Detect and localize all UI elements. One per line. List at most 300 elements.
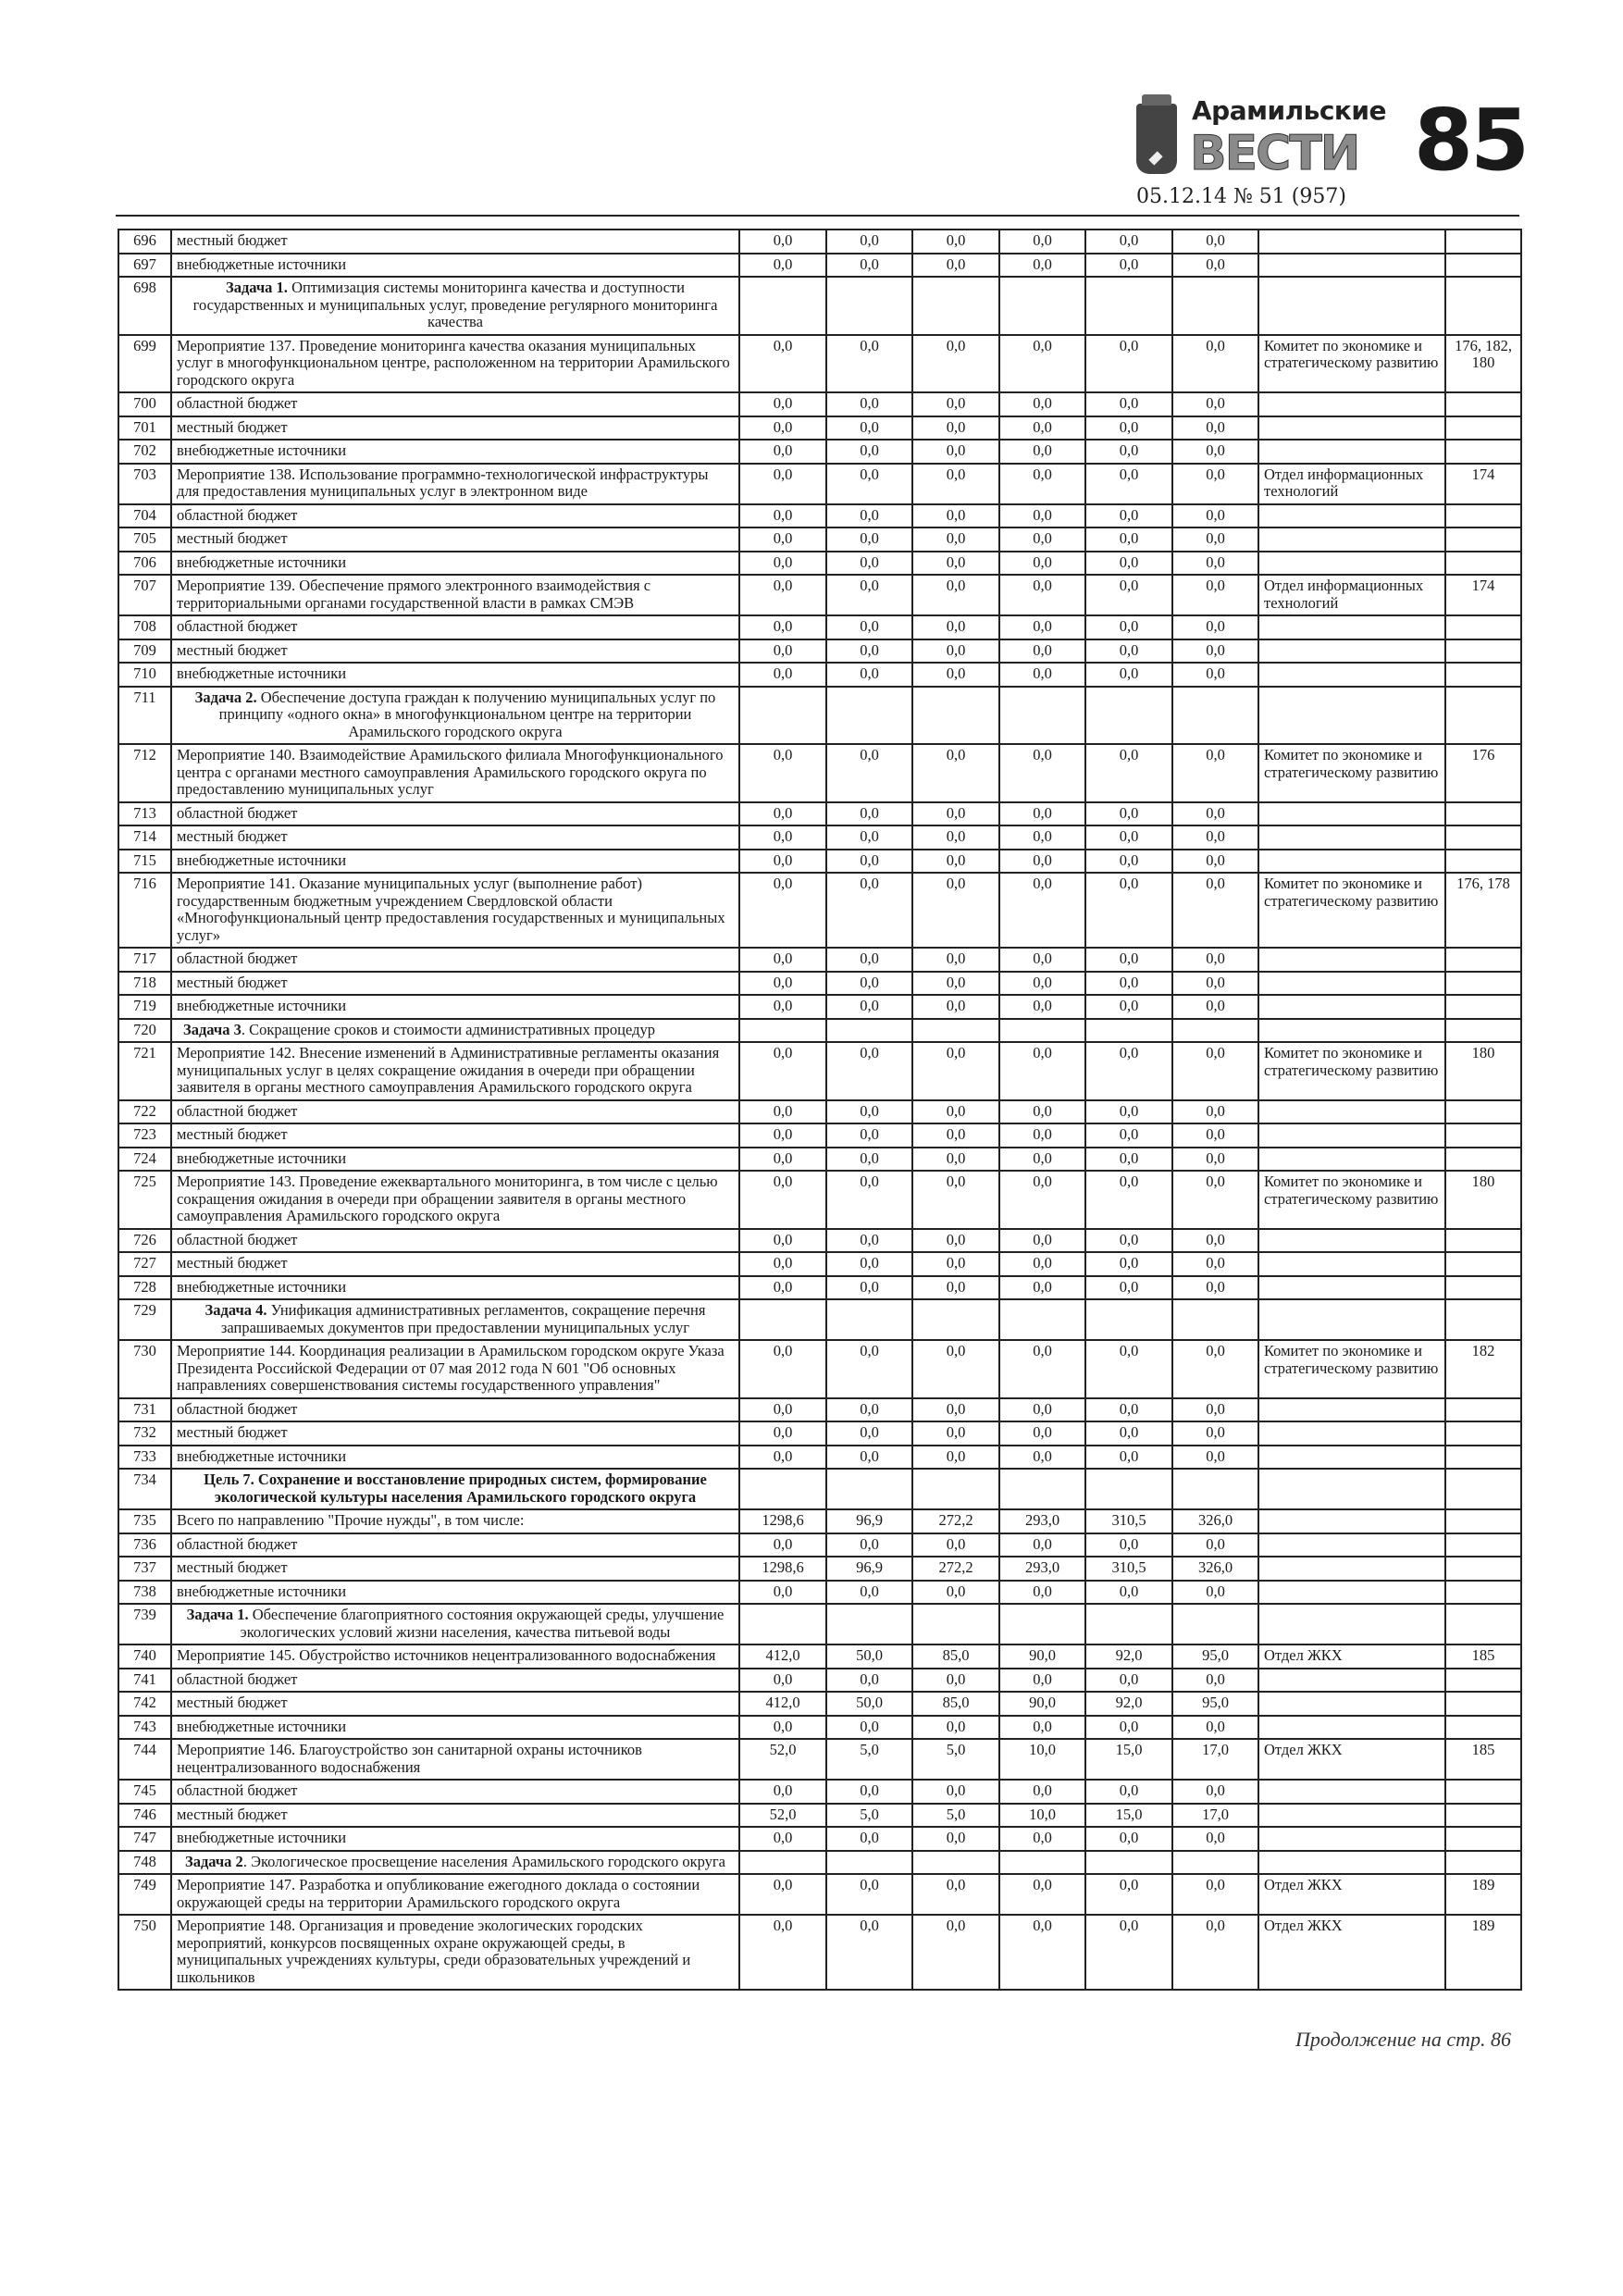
page-content [118,229,1520,2052]
reference-cell [1445,1669,1521,1693]
reference-cell [1445,1100,1521,1124]
value-cell: 0,0 [1172,1669,1258,1693]
value-cell: 0,0 [826,802,912,826]
task-heading [171,687,739,745]
reference-cell: 176, 182, 180 [1445,335,1521,393]
value-cell: 0,0 [1085,1252,1172,1276]
responsible-cell: Комитет по экономике и стратегическому развитию [1258,1171,1445,1229]
value-cell: 0,0 [1085,1398,1172,1422]
responsible-cell [1258,1692,1445,1716]
value-cell: 0,0 [1172,440,1258,464]
funding-source: местный бюджет [171,1557,739,1581]
responsible-cell: Комитет по экономике и стратегическому развитию [1258,744,1445,802]
value-cell: 0,0 [1085,850,1172,874]
value-cell: 0,0 [826,1780,912,1804]
value-cell: 0,0 [739,1148,826,1172]
value-cell: 0,0 [999,1123,1085,1148]
issue-info: 05.12.14 № 51 (957) [1136,185,1346,208]
responsible-cell [1258,1100,1445,1124]
row-number: 713 [118,802,171,826]
value-cell [1085,1851,1172,1875]
value-cell: 0,0 [1085,1042,1172,1100]
funding-source: областной бюджет [171,392,739,416]
reference-cell [1445,663,1521,687]
responsible-cell [1258,1716,1445,1740]
value-cell: 0,0 [912,873,999,948]
value-cell: 96,9 [826,1509,912,1533]
value-cell: 0,0 [1085,230,1172,254]
value-cell: 310,5 [1085,1557,1172,1581]
responsible-cell [1258,687,1445,745]
value-cell [912,687,999,745]
reference-cell [1445,995,1521,1019]
value-cell [1172,1469,1258,1509]
value-cell: 0,0 [1085,1171,1172,1229]
value-cell: 0,0 [1172,230,1258,254]
table-row [118,527,1521,552]
row-number: 710 [118,663,171,687]
responsible-cell [1258,1780,1445,1804]
reference-cell [1445,1827,1521,1851]
value-cell: 0,0 [1172,1780,1258,1804]
value-cell: 0,0 [912,1669,999,1693]
value-cell [826,1604,912,1644]
row-number: 732 [118,1421,171,1446]
reference-cell [1445,825,1521,850]
value-cell: 272,2 [912,1557,999,1581]
value-cell: 0,0 [739,972,826,996]
goal-heading: Цель 7. Сохранение и восстановление природных систем, формирование экологической культуры населения Арамильского городского округа [171,1469,739,1509]
value-cell: 0,0 [826,639,912,664]
value-cell: 0,0 [739,575,826,615]
responsible-cell [1258,1446,1445,1470]
value-cell: 0,0 [1172,972,1258,996]
value-cell: 0,0 [826,335,912,393]
reference-cell [1445,527,1521,552]
value-cell: 0,0 [912,575,999,615]
value-cell: 0,0 [739,1446,826,1470]
row-number: 698 [118,277,171,335]
responsible-cell: Комитет по экономике и стратегическому развитию [1258,873,1445,948]
task-label: Задача 1. [186,1606,249,1623]
value-cell: 0,0 [826,1533,912,1558]
row-number: 700 [118,392,171,416]
value-cell [1085,1019,1172,1043]
funding-source: областной бюджет [171,802,739,826]
responsible-cell [1258,995,1445,1019]
value-cell: 0,0 [739,1915,826,1990]
responsible-cell [1258,1509,1445,1533]
table-row [118,575,1521,615]
value-cell: 0,0 [1085,873,1172,948]
value-cell: 0,0 [912,440,999,464]
value-cell: 0,0 [739,230,826,254]
row-number: 743 [118,1716,171,1740]
value-cell [999,1469,1085,1509]
value-cell [739,1299,826,1340]
value-cell: 0,0 [912,464,999,504]
value-cell: 0,0 [999,744,1085,802]
value-cell: 0,0 [912,392,999,416]
table-row [118,552,1521,576]
value-cell: 0,0 [826,254,912,278]
value-cell: 0,0 [826,995,912,1019]
task-text: Обеспечение доступа граждан к получению муниципальных услуг по принципу «одного окна» в многофункциональном центре на территории Арамильского городского округа [218,688,716,740]
responsible-cell: Комитет по экономике и стратегическому развитию [1258,335,1445,393]
value-cell: 0,0 [999,1171,1085,1229]
value-cell: 0,0 [1172,1148,1258,1172]
value-cell: 0,0 [999,335,1085,393]
reference-cell [1445,948,1521,972]
value-cell [999,1019,1085,1043]
value-cell [999,1299,1085,1340]
value-cell: 0,0 [912,552,999,576]
value-cell: 0,0 [912,1446,999,1470]
value-cell: 0,0 [912,1581,999,1605]
row-number: 709 [118,639,171,664]
value-cell: 0,0 [739,639,826,664]
value-cell: 0,0 [912,504,999,528]
reference-cell [1445,1148,1521,1172]
value-cell: 0,0 [739,744,826,802]
table-row [118,1874,1521,1915]
row-number: 720 [118,1019,171,1043]
task-heading [171,1019,739,1043]
value-cell: 0,0 [826,873,912,948]
table-row [118,825,1521,850]
value-cell: 0,0 [1085,1100,1172,1124]
row-number: 733 [118,1446,171,1470]
value-cell: 0,0 [1172,1533,1258,1558]
funding-source: областной бюджет [171,1780,739,1804]
responsible-cell: Отдел ЖКХ [1258,1739,1445,1780]
responsible-cell [1258,1252,1445,1276]
value-cell: 272,2 [912,1509,999,1533]
newspaper-logo-line1: Арамильские [1192,95,1387,126]
value-cell: 0,0 [999,1398,1085,1422]
reference-cell [1445,1804,1521,1828]
value-cell: 15,0 [1085,1739,1172,1780]
value-cell: 0,0 [826,850,912,874]
row-number: 704 [118,504,171,528]
reference-cell [1445,615,1521,639]
row-number: 749 [118,1874,171,1915]
value-cell: 0,0 [1172,948,1258,972]
row-number: 738 [118,1581,171,1605]
value-cell: 95,0 [1172,1644,1258,1669]
value-cell: 5,0 [912,1804,999,1828]
row-number: 750 [118,1915,171,1990]
activity-description: Мероприятие 147. Разработка и опубликование ежегодного доклада о состоянии окружающей среды на территории Арамильского городского округа [171,1874,739,1915]
value-cell: 0,0 [912,639,999,664]
value-cell: 5,0 [826,1739,912,1780]
value-cell: 0,0 [1172,663,1258,687]
value-cell: 0,0 [999,850,1085,874]
value-cell: 0,0 [999,1229,1085,1253]
value-cell: 0,0 [912,527,999,552]
value-cell: 0,0 [826,1123,912,1148]
value-cell: 0,0 [739,615,826,639]
table-row [118,1533,1521,1558]
value-cell: 0,0 [999,416,1085,441]
row-number: 699 [118,335,171,393]
row-number: 741 [118,1669,171,1693]
responsible-cell: Комитет по экономике и стратегическому развитию [1258,1042,1445,1100]
value-cell: 1298,6 [739,1557,826,1581]
table-row [118,615,1521,639]
value-cell: 0,0 [1172,1581,1258,1605]
value-cell [999,277,1085,335]
table-row [118,1276,1521,1300]
reference-cell [1445,392,1521,416]
row-number: 714 [118,825,171,850]
table-row [118,335,1521,393]
table-row [118,254,1521,278]
row-number: 745 [118,1780,171,1804]
row-number: 747 [118,1827,171,1851]
activity-description: Мероприятие 143. Проведение ежеквартального мониторинга, в том числе с целью сокращения ожидания в очереди при обращении заявителя в органы местного самоуправления Арамильского городского округа [171,1171,739,1229]
funding-source: внебюджетные источники [171,1581,739,1605]
value-cell: 95,0 [1172,1692,1258,1716]
activity-description: Мероприятие 137. Проведение мониторинга качества оказания муниципальных услуг в многофункциональном центре, расположенном на территории Арамильского городского округа [171,335,739,393]
value-cell: 0,0 [739,1100,826,1124]
value-cell: 0,0 [739,948,826,972]
value-cell: 0,0 [1085,1123,1172,1148]
reference-cell: 174 [1445,464,1521,504]
value-cell [1172,1299,1258,1340]
value-cell [826,1469,912,1509]
value-cell: 0,0 [912,1716,999,1740]
value-cell: 0,0 [1085,1716,1172,1740]
value-cell: 0,0 [1085,464,1172,504]
value-cell [999,1604,1085,1644]
value-cell: 0,0 [826,1252,912,1276]
responsible-cell: Отдел ЖКХ [1258,1874,1445,1915]
value-cell: 0,0 [826,1421,912,1446]
value-cell: 0,0 [1085,972,1172,996]
funding-source: областной бюджет [171,1229,739,1253]
row-number: 729 [118,1299,171,1340]
value-cell: 0,0 [1172,254,1258,278]
responsible-cell [1258,504,1445,528]
value-cell: 15,0 [1085,1804,1172,1828]
value-cell: 0,0 [739,1252,826,1276]
value-cell: 0,0 [999,527,1085,552]
row-number: 736 [118,1533,171,1558]
funding-source: местный бюджет [171,1692,739,1716]
table-row [118,230,1521,254]
value-cell [1172,1851,1258,1875]
value-cell [739,1851,826,1875]
value-cell: 0,0 [999,825,1085,850]
value-cell: 0,0 [1172,639,1258,664]
responsible-cell [1258,1557,1445,1581]
table-row [118,277,1521,335]
reference-cell [1445,1692,1521,1716]
reference-cell [1445,1533,1521,1558]
funding-source: областной бюджет [171,948,739,972]
value-cell [826,1019,912,1043]
value-cell: 0,0 [826,1446,912,1470]
value-cell: 1298,6 [739,1509,826,1533]
value-cell: 0,0 [1085,995,1172,1019]
responsible-cell [1258,552,1445,576]
funding-source: внебюджетные источники [171,1276,739,1300]
value-cell [999,687,1085,745]
value-cell: 96,9 [826,1557,912,1581]
table-row [118,1557,1521,1581]
responsible-cell [1258,230,1445,254]
funding-source: внебюджетные источники [171,1716,739,1740]
row-number: 724 [118,1148,171,1172]
masthead [1136,91,1534,211]
value-cell: 0,0 [999,1827,1085,1851]
table-row [118,639,1521,664]
value-cell: 0,0 [999,1100,1085,1124]
value-cell: 0,0 [826,392,912,416]
value-cell: 0,0 [739,527,826,552]
value-cell [826,277,912,335]
value-cell: 0,0 [826,1042,912,1100]
task-label: Задача 2. [194,688,257,706]
reference-cell [1445,639,1521,664]
value-cell: 0,0 [739,504,826,528]
table-row [118,1042,1521,1100]
activity-description: Мероприятие 144. Координация реализации в Арамильском городском округе Указа Президента Российской Федерации от 07 мая 2012 года N 601 "Об основных направлениях совершенствования системы государственного управления" [171,1340,739,1398]
value-cell: 0,0 [826,825,912,850]
table-row [118,1604,1521,1644]
value-cell: 0,0 [1085,744,1172,802]
value-cell [739,687,826,745]
budget-table [118,229,1522,1991]
responsible-cell [1258,1581,1445,1605]
value-cell: 0,0 [739,416,826,441]
value-cell: 0,0 [1172,1421,1258,1446]
value-cell [912,1299,999,1340]
reference-cell [1445,440,1521,464]
funding-source: областной бюджет [171,1533,739,1558]
value-cell: 0,0 [999,1340,1085,1398]
value-cell: 0,0 [999,254,1085,278]
responsible-cell [1258,1019,1445,1043]
value-cell: 0,0 [999,1581,1085,1605]
value-cell: 0,0 [739,850,826,874]
value-cell: 0,0 [739,1581,826,1605]
value-cell [1172,1019,1258,1043]
value-cell: 0,0 [1085,1148,1172,1172]
value-cell: 17,0 [1172,1804,1258,1828]
value-cell: 0,0 [999,1446,1085,1470]
value-cell: 0,0 [912,1533,999,1558]
value-cell: 0,0 [739,1340,826,1398]
value-cell [1085,1604,1172,1644]
reference-cell [1445,1019,1521,1043]
table-row [118,1581,1521,1605]
funding-source: местный бюджет [171,527,739,552]
row-number: 728 [118,1276,171,1300]
value-cell: 0,0 [739,995,826,1019]
row-number: 742 [118,1692,171,1716]
value-cell: 0,0 [912,335,999,393]
value-cell: 0,0 [1172,1398,1258,1422]
value-cell: 0,0 [1085,1229,1172,1253]
table-row [118,802,1521,826]
value-cell: 0,0 [999,392,1085,416]
value-cell: 0,0 [999,639,1085,664]
responsible-cell [1258,1533,1445,1558]
row-number: 730 [118,1340,171,1398]
reference-cell [1445,972,1521,996]
value-cell: 52,0 [739,1739,826,1780]
value-cell: 0,0 [1172,1716,1258,1740]
responsible-cell [1258,254,1445,278]
value-cell: 0,0 [912,416,999,441]
value-cell: 0,0 [1085,948,1172,972]
row-number: 737 [118,1557,171,1581]
table-row [118,1915,1521,1990]
funding-source: Всего по направлению "Прочие нужды", в том числе: [171,1509,739,1533]
table-row [118,1827,1521,1851]
reference-cell [1445,1299,1521,1340]
activity-description: Мероприятие 138. Использование программно-технологической инфраструктуры для предоставления муниципальных услуг в электронном виде [171,464,739,504]
value-cell: 0,0 [826,1340,912,1398]
value-cell [912,1469,999,1509]
value-cell: 0,0 [826,1716,912,1740]
value-cell: 92,0 [1085,1692,1172,1716]
value-cell: 0,0 [739,1276,826,1300]
value-cell: 310,5 [1085,1509,1172,1533]
value-cell: 0,0 [999,1533,1085,1558]
activity-description: Мероприятие 148. Организация и проведение экологических городских мероприятий, конкурсов посвященных охране окружающей среды, в муниципальных учреждениях культуры, среди образовательных учреждений и школьников [171,1915,739,1990]
value-cell: 0,0 [912,825,999,850]
activity-description: Мероприятие 145. Обустройство источников нецентрализованного водоснабжения [171,1644,739,1669]
value-cell: 0,0 [999,504,1085,528]
responsible-cell [1258,802,1445,826]
reference-cell [1445,1446,1521,1470]
value-cell: 10,0 [999,1804,1085,1828]
table-row [118,687,1521,745]
value-cell: 0,0 [1085,440,1172,464]
value-cell: 0,0 [999,1915,1085,1990]
value-cell: 0,0 [912,1398,999,1422]
value-cell: 0,0 [739,392,826,416]
task-text: Унификация административных регламентов, сокращение перечня запрашиваемых документов при предоставлении муниципальных услуг [220,1301,706,1336]
reference-cell [1445,230,1521,254]
responsible-cell [1258,440,1445,464]
value-cell: 0,0 [826,615,912,639]
reference-cell: 185 [1445,1739,1521,1780]
table-row [118,1469,1521,1509]
value-cell: 0,0 [999,1669,1085,1693]
value-cell: 0,0 [826,663,912,687]
row-number: 721 [118,1042,171,1100]
value-cell: 0,0 [912,1874,999,1915]
reference-cell [1445,254,1521,278]
value-cell: 0,0 [912,1827,999,1851]
reference-cell [1445,277,1521,335]
value-cell: 0,0 [999,552,1085,576]
value-cell: 0,0 [912,1171,999,1229]
value-cell [1085,277,1172,335]
row-number: 717 [118,948,171,972]
table-row [118,995,1521,1019]
value-cell [1172,1604,1258,1644]
funding-source: областной бюджет [171,1100,739,1124]
row-number: 744 [118,1739,171,1780]
funding-source: внебюджетные источники [171,254,739,278]
value-cell: 0,0 [739,1123,826,1148]
value-cell: 0,0 [912,1100,999,1124]
